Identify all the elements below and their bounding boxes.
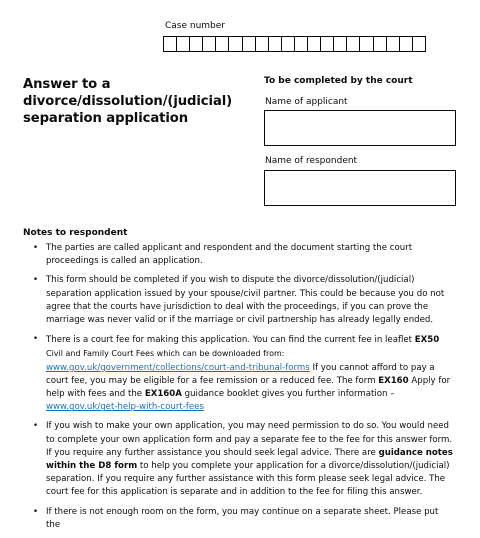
case-number-digit-box[interactable] — [346, 36, 360, 52]
case-number-digit-box[interactable] — [399, 36, 413, 52]
bullet-icon: • — [33, 275, 39, 286]
notes-heading: Notes to respondent — [23, 228, 128, 238]
case-number-digit-box[interactable] — [281, 36, 295, 52]
case-number-digit-box[interactable] — [333, 36, 347, 52]
case-number-digit-box[interactable] — [373, 36, 387, 52]
d8-guidance-notes: guidance notes within the D8 form — [46, 447, 453, 472]
note-text: This form should be completed if you wish to dispute the divorce/dissolution/(judicial) separation application issued by your spouse/civil partner. This could be because you do not agree that the courts have jurisdiction to deal with the proceedings, if you can prove the marriage was never valid or if the marriage or civil partnership has already legally ended. — [46, 275, 445, 326]
applicant-name-label: Name of applicant — [265, 97, 348, 107]
case-number-digit-box[interactable] — [268, 36, 282, 52]
bullet-icon: • — [33, 243, 39, 253]
case-number-digit-box[interactable] — [228, 36, 242, 52]
case-number-digit-box[interactable] — [176, 36, 190, 52]
notes-list — [33, 242, 453, 538]
note-text: There is a court fee for making this application. You can find the current fee in leaflet — [46, 335, 415, 346]
case-number-digit-box[interactable] — [189, 36, 203, 52]
court-fees-link[interactable]: www.gov.uk/get-help-with-court-fees — [46, 402, 204, 413]
respondent-name-label: Name of respondent — [265, 156, 358, 166]
case-number-digit-box[interactable] — [412, 36, 426, 52]
note-item — [33, 506, 453, 532]
note-text: guidance booklet gives you further information – — [181, 389, 395, 400]
note-text: If there is not enough room on the form, you may continue on a separate sheet. Please put the — [46, 506, 439, 530]
case-number-digit-box[interactable] — [215, 36, 229, 52]
note-item — [33, 274, 453, 327]
applicant-name-field[interactable] — [264, 110, 456, 146]
note-text: If you cannot afford to pay a court fee, you may be eligible for a fee remission or a reduced fee. The form — [46, 362, 435, 386]
case-number-digit-box[interactable] — [294, 36, 308, 52]
court-section-heading: To be completed by the court — [264, 76, 413, 86]
case-number-label: Case number — [165, 21, 226, 31]
case-number-digit-box[interactable] — [320, 36, 334, 52]
bullet-icon: • — [33, 421, 39, 432]
booklet-ex160a: EX160A — [144, 389, 182, 400]
case-number-digit-box[interactable] — [386, 36, 400, 52]
form-title: Answer to a divorce/dissolution/(judicial) separation application — [23, 77, 233, 126]
case-number-boxes[interactable] — [163, 36, 425, 52]
case-number-digit-box[interactable] — [359, 36, 373, 52]
note-text: If you wish to make your own application, you may need permission to do so. You would need to complete your own application form and pay a separate fee to the fee for this answer form. If you require any further assistance you should seek legal advice. There are — [46, 421, 453, 458]
note-item — [33, 242, 453, 268]
case-number-digit-box[interactable] — [307, 36, 321, 52]
note-item — [33, 333, 453, 414]
bullet-icon: • — [33, 506, 39, 517]
note-text: Apply for help with fees and the — [46, 375, 451, 400]
case-number-digit-box[interactable] — [242, 36, 256, 52]
note-text: Civil and Family Court Fees which can be downloaded from: — [46, 349, 285, 359]
case-number-digit-box[interactable] — [255, 36, 269, 52]
court-forms-link[interactable]: www.gov.uk/government/collections/court-and-tribunal-forms — [46, 362, 310, 373]
case-number-digit-box[interactable] — [202, 36, 216, 52]
case-number-digit-box[interactable] — [163, 36, 177, 52]
note-item — [33, 420, 453, 499]
respondent-name-field[interactable] — [264, 170, 456, 206]
form-ex160: EX160 — [378, 375, 409, 386]
leaflet-ex50: EX50 — [414, 335, 440, 346]
note-text: The parties are called applicant and respondent and the document starting the court proceedings is called an application. — [46, 243, 413, 267]
bullet-icon: • — [33, 334, 39, 345]
note-text: to help you complete your application for a divorce/dissolution/(judicial) separation. If you require any further assistance with this form please seek legal advice. The court fee for this application is separate and in addition to the fee for filing this answer. — [46, 461, 450, 498]
